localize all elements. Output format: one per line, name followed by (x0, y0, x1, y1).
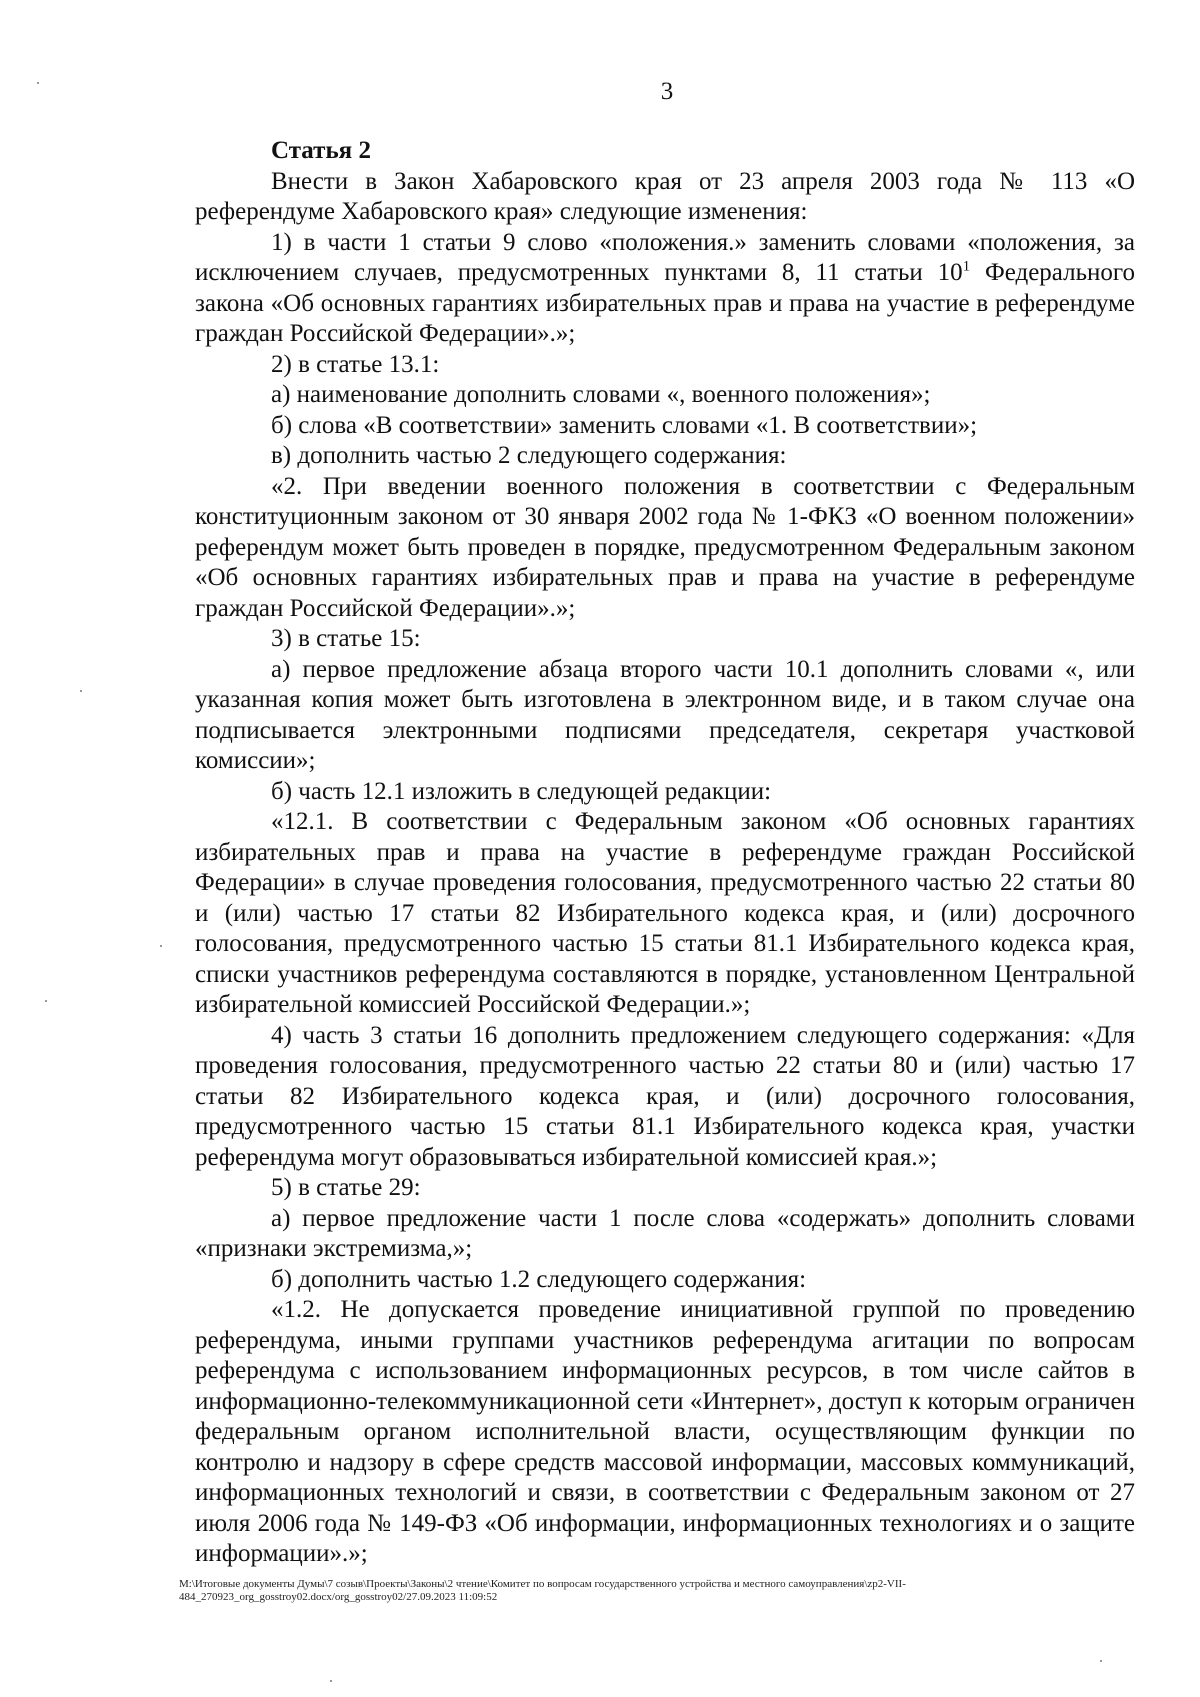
paragraph-item-2a: а) наименование дополнить словами «, военного положения»; (271, 381, 931, 408)
paragraph-item-5a: а) первое предложение части 1 после слова «содержать» дополнить словами «признаки экстремизма,»; (195, 1204, 1135, 1262)
paragraph-item-3: 3) в статье 15: (271, 625, 421, 652)
paragraph-quote-part-2: «2. При введении военного положения в соответствии с Федеральным конституционным законом от 30 января 2002 года № 1-ФКЗ «О военном положении» референдум может быть проведен в порядке, предусмотренном Федеральным законом «Об основных гарантиях избирательных прав и права на участие в референдуме граждан Российской Федерации».»; (195, 472, 1135, 622)
scan-speck (330, 1680, 332, 1682)
scan-speck (160, 945, 162, 947)
paragraph-item-1-text-a: 1) в части 1 статьи 9 слово «положения.» заменить словами «положения, за исключением случаев, предусмотренных пунктами 8, 11 статьи 10 (195, 228, 1135, 286)
paragraph-item-1-text-b: Федерального закона «Об основных гарантиях избирательных прав и права на участие в референдуме граждан Российской Федерации».»; (195, 259, 1135, 347)
document-body (195, 136, 1135, 1570)
page-number: 3 (660, 78, 674, 105)
paragraph-item-2b: б) слова «В соответствии» заменить словами «1. В соответствии»; (271, 411, 978, 439)
file-path-footer (179, 1578, 1139, 1604)
paragraph-item-4: 4) часть 3 статьи 16 дополнить предложением следующего содержания: «Для проведения голосования, предусмотренного частью 22 статьи 80 и (или) частью 17 статьи 82 Избирательного кодекса края, и (или) досрочного голосования, предусмотренного частью 15 статьи 81.1 Избирательного кодекса края, участки референдума могут образовываться избирательной комиссией края.»; (195, 1021, 1135, 1171)
paragraph-quote-part-12-1: «12.1. В соответствии с Федеральным законом «Об основных гарантиях избирательных прав и права на участие в референдуме граждан Российской Федерации» в случае проведения голосования, предусмотренного частью 22 статьи 80 и (или) частью 17 статьи 82 Избирательного кодекса края, и (или) досрочного голосования, предусмотренного частью 15 статьи 81.1 Избирательного кодекса края, списки участников референдума составляются в порядке, установленном Центральной избирательной комиссией Российской Федерации.»; (195, 808, 1135, 1018)
paragraph-quote-part-1-2: «1.2. Не допускается проведение инициативной группой по проведению референдума, иными группами участников референдума агитации по вопросам референдума с использованием информационных ресурсов, в том числе сайтов в информационно-телекоммуникационной сети «Интернет», доступ к которым ограничен федеральным органом исполнительной власти, осуществляющим функции по контролю и надзору в сфере средств массовой информации, массовых коммуникаций, информационных технологий и связи, в соответствии с Федеральным законом от 27 июля 2006 года № 149-ФЗ «Об информации, информационных технологиях и о защите информации».»; (195, 1296, 1135, 1567)
paragraph-item-2c: в) дополнить частью 2 следующего содержания: (271, 442, 787, 469)
paragraph-item-2: 2) в статье 13.1: (271, 350, 440, 378)
paragraph-item-1 (195, 228, 1135, 350)
paragraph-item-5: 5) в статье 29: (271, 1174, 421, 1201)
paragraph-item-3a: а) первое предложение абзаца второго части 10.1 дополнить словами «, или указанная копия может быть изготовлена в электронном виде, и в таком случае она подписывается электронными подписями председателя, секретаря участковой комиссии»; (195, 655, 1135, 774)
scan-speck (1100, 1660, 1102, 1662)
scan-speck (80, 690, 82, 692)
superscript: 1 (962, 258, 971, 275)
paragraph-intro: Внести в Закон Хабаровского края от 23 апреля 2003 года № 113 «О референдуме Хабаровского края» следующие изменения: (195, 167, 1135, 225)
footer-line-1: M:\Итоговые документы Думы\7 созыв\Проекты\Законы\2 чтение\Комитет по вопросам государственного устройства и местного самоуправления\zp2-VII- (179, 1578, 906, 1590)
footer-line-2: 484_270923_org_gosstroy02.docx/org_gosstroy02/27.09.2023 11:09:52 (179, 1591, 498, 1603)
scan-speck (45, 1000, 47, 1002)
article-heading: Статья 2 (271, 137, 371, 164)
scan-speck (37, 82, 39, 84)
paragraph-item-5b: б) дополнить частью 1.2 следующего содержания: (271, 1265, 807, 1293)
paragraph-item-3b: б) часть 12.1 изложить в следующей редакции: (271, 777, 772, 805)
